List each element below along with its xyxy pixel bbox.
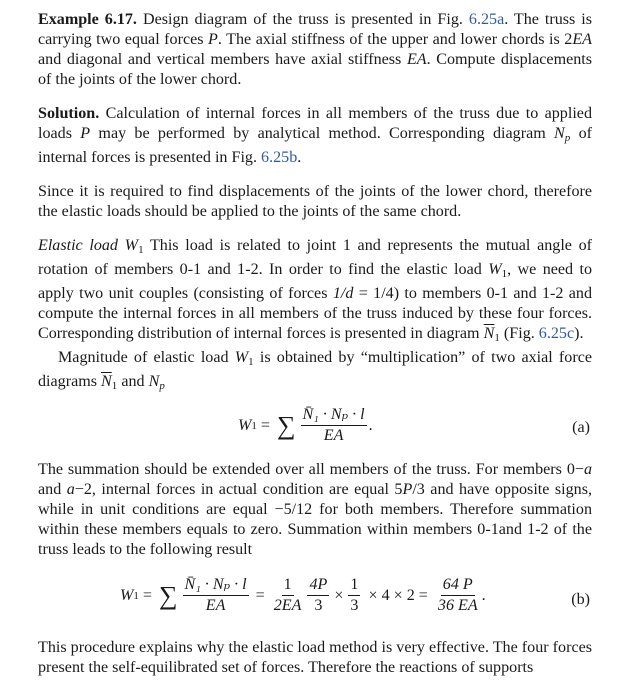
text: of internal forces is presented in Fig. (38, 125, 592, 166)
symbol: N (148, 373, 160, 390)
text: and (121, 373, 145, 390)
text: may be performed by analytical method. Corresponding diagram (98, 125, 546, 142)
symbol: W (488, 261, 502, 278)
symbol: 1/d (332, 285, 354, 302)
equation-b-formula: W 1 = ∑ $\frac{\text{N̄₁ · Nₚ · l}}{EA}$ = $\frac{1}{2EA}$ $\frac{4P}{3}$ × $\frac{1}{3}$ × 4 × 2 = $\frac{64 P}{36 EA}$ . (120, 576, 486, 614)
text: The summation should be extended over all members of the truss. For members 0− (38, 461, 584, 478)
text: . Compute displacements of the joints of the lower chord. (38, 51, 593, 88)
fraction: $\frac{\text{N̄₁ · Nₚ · l}}{EA}$ (302, 406, 365, 444)
solution-heading: Solution. (38, 105, 100, 122)
text: = 1/4) to members 0-1 and 1-2 and compute the internal forces in all members of the truss induced by these four forces. Corresponding distribution of internal forces is presented in diagram (38, 285, 592, 342)
text: This load is related to joint 1 and represents the mutual angle of rotation of members 0-1 and 1-2. In order to find the elastic load (38, 237, 593, 278)
symbol: N (554, 125, 565, 142)
text: and diagonal and vertical members have axial stiffness (38, 51, 402, 68)
symbol: EA (406, 51, 427, 68)
fraction: $\frac{1}{2EA}$ (273, 576, 302, 614)
figure-link-b[interactable]: 6.25b (261, 149, 298, 166)
sum-icon: ∑ (158, 580, 178, 610)
equation-number-b: (b) (571, 591, 590, 608)
text: is obtained by “multiplication” of two axial force diagrams (38, 349, 592, 390)
subscript: 1 (494, 332, 500, 344)
subscript: 1 (248, 356, 254, 368)
subscript: 1 (501, 268, 508, 280)
subscript: 1 (111, 380, 118, 392)
symbol: $\overline{N}$ (483, 325, 495, 342)
symbol: a (583, 461, 592, 478)
figure-link-a[interactable]: 6.25a (468, 11, 505, 28)
closing-paragraph: This procedure explains why the elastic load method is very effective. The four forces present the self-equilibrated set of forces. Therefore the reactions of supports (38, 639, 592, 676)
symbol: p (159, 380, 165, 392)
subscript: 1 (251, 419, 257, 432)
symbol: W (120, 586, 134, 604)
text: ). (574, 325, 584, 342)
summation-paragraph (38, 460, 592, 560)
paragraph-lower-chord: Since it is required to find displacements of the joints of the lower chord, therefore the elastic loads should be applied to the joints of the same chord. (38, 183, 592, 220)
symbol: P (402, 481, 413, 498)
text: Design diagram of the truss is presented in Fig. (142, 11, 463, 28)
symbol: W (234, 349, 249, 366)
elastic-load-paragraph (38, 236, 592, 348)
sum-icon: ∑ (276, 410, 296, 440)
solution-paragraph (38, 104, 592, 168)
elastic-load-lead: Elastic load W (38, 237, 139, 254)
symbol: P (208, 31, 218, 48)
text: and (38, 481, 62, 498)
fraction: $\frac{4P}{3}$ (309, 576, 328, 614)
equation-a-formula: W 1 = ∑ $\frac{\text{N̄₁ · Nₚ · l}}{EA}$ . (238, 406, 373, 444)
text: . (297, 149, 302, 166)
text: , we need to apply two unit couples (consisting of forces (38, 261, 592, 302)
symbol: P (80, 125, 91, 142)
equation-number-a: (a) (572, 419, 590, 436)
text: Magnitude of elastic load (58, 349, 229, 366)
subscript: 1 (138, 244, 144, 256)
text: /3 and have opposite signs, while in unit conditions are equal −5/12 for both members. Therefore summation within these members equals to zero. Summation within members 0-1and 1-2 of the truss leads to the following result (38, 481, 592, 558)
text: . The axial stiffness of the upper and lower chords is 2 (217, 31, 573, 48)
page-content (38, 10, 592, 678)
subscript: 1 (133, 589, 139, 602)
magnitude-paragraph (38, 348, 592, 396)
fraction: $\frac{64 P}{36 EA}$ (437, 576, 478, 614)
fraction: $\frac{\text{N̄₁ · Nₚ · l}}{EA}$ (184, 576, 247, 614)
symbol: EA (572, 31, 593, 48)
equation-a (38, 406, 592, 450)
text: . The truss is carrying two equal forces (38, 11, 593, 48)
fraction: $\frac{1}{3}$ (350, 576, 359, 614)
symbol: a (66, 481, 75, 498)
text: × 4 × 2 = (368, 586, 428, 604)
example-paragraph (38, 10, 592, 90)
text: (Fig. (503, 325, 535, 342)
example-heading: Example 6.17. (38, 11, 137, 28)
symbol: $\overline{N}$ (101, 373, 112, 390)
symbol: W (238, 416, 252, 434)
symbol: p (564, 132, 571, 144)
figure-link-c[interactable]: 6.25c (538, 325, 575, 342)
text: −2, internal forces in actual condition are equal 5 (74, 481, 403, 498)
text: Calculation of internal forces in all members of the truss due to applied loads (38, 105, 592, 142)
equation-b (38, 576, 592, 624)
